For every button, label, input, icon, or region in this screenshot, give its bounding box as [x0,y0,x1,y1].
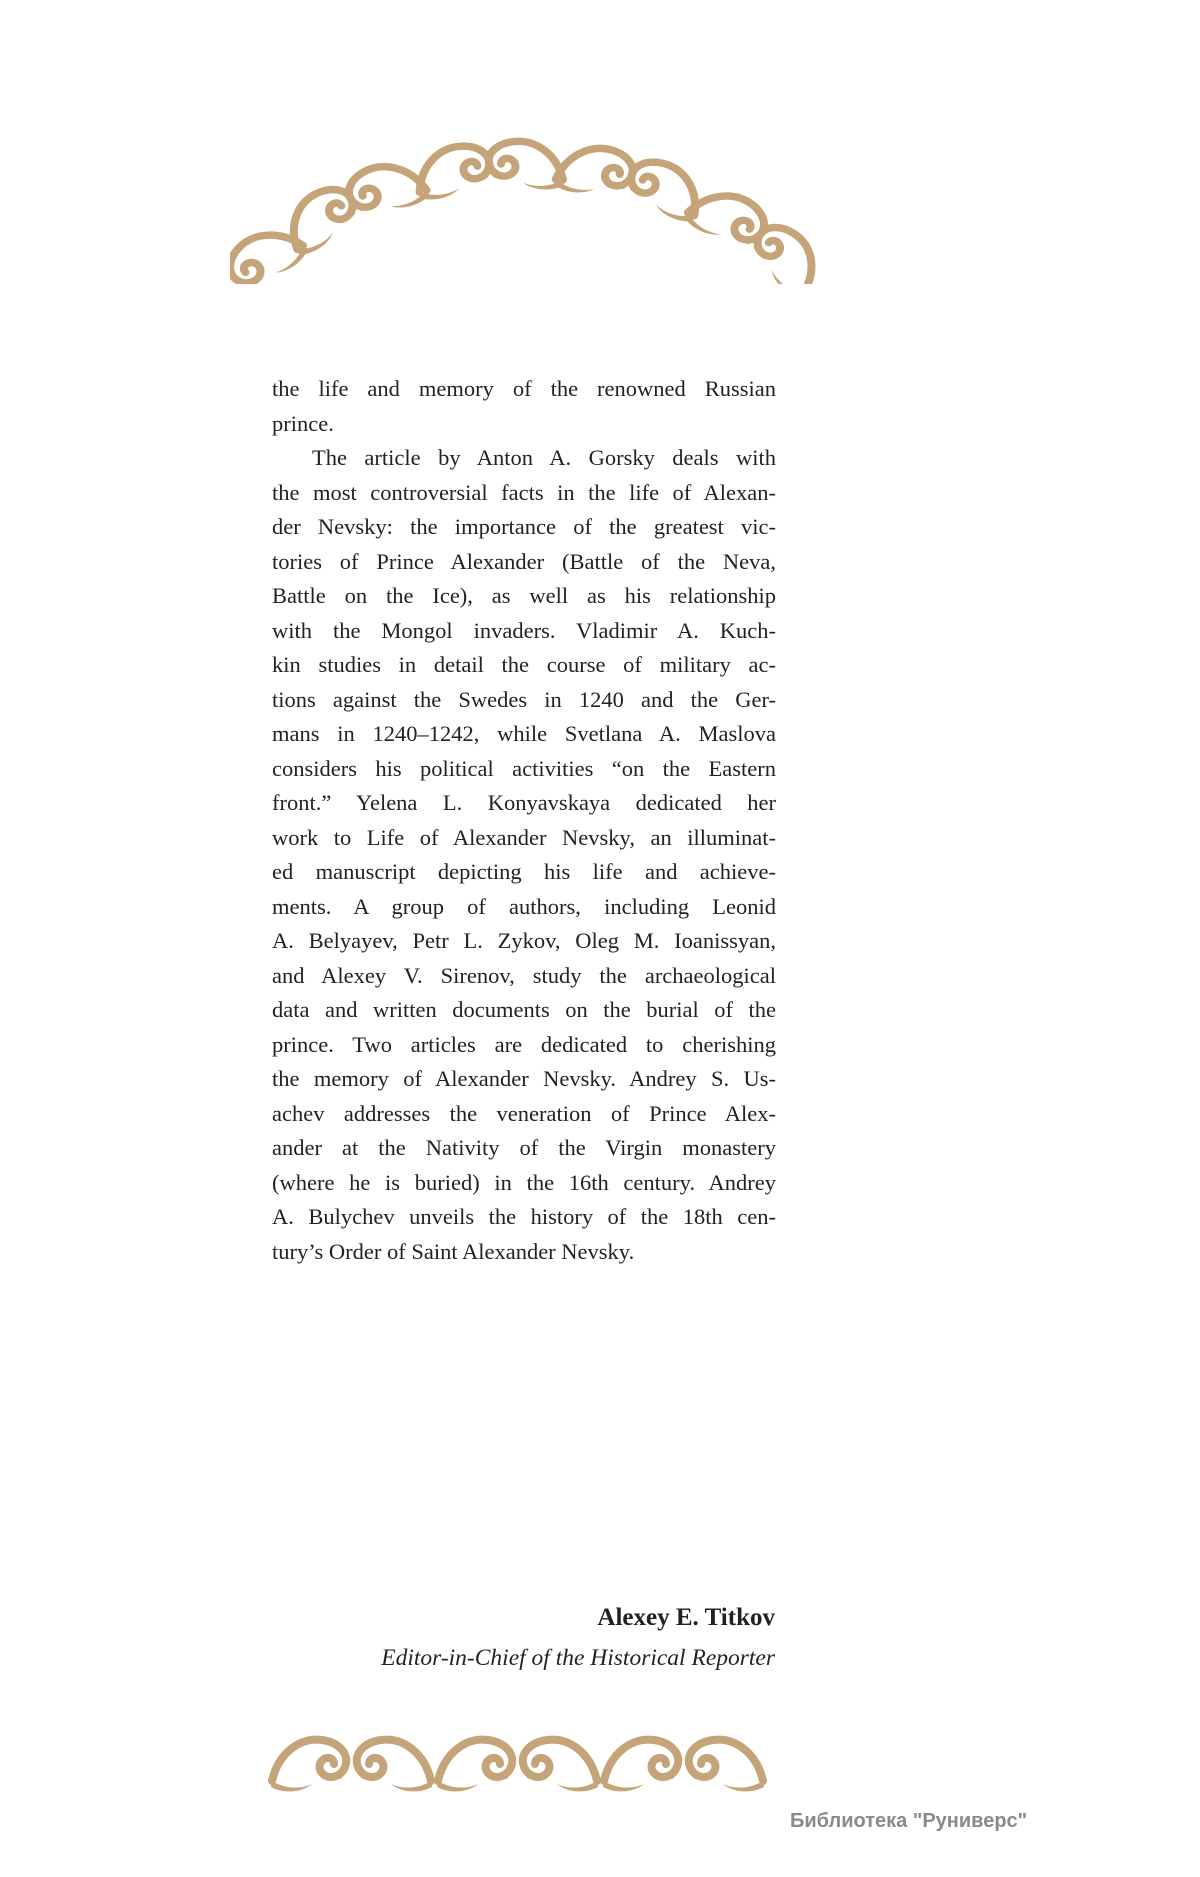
text-line: the most controversial facts in the life of Alexan- [272,479,776,505]
signature-block [255,1598,775,1678]
signature-name: Alexey E. Titkov [597,1604,775,1631]
text-line: work to Life of Alexander Nevsky, an illuminat- [272,824,776,850]
text-line: data and written documents on the burial of the [272,997,776,1022]
library-watermark: Библиотека "Руниверс" [790,1810,1028,1832]
text-line: A. Belyayev, Petr L. Zykov, Oleg M. Ioanissyan, [272,928,776,953]
text-line: kin studies in detail the course of military ac- [272,652,776,677]
text-line: mans in 1240–1242, while Svetlana A. Maslova [272,721,776,746]
bottom-border-ornament [268,1728,768,1792]
text-line: A. Bulychev unveils the history of the 18th cen- [272,1204,776,1229]
text-line: ander at the Nativity of the Virgin monastery [272,1135,776,1160]
text-line: tories of Prince Alexander (Battle of the Neva, [272,548,776,574]
body-text [272,372,776,1269]
text-line: and Alexey V. Sirenov, study the archaeological [272,962,776,988]
text-line: Battle on the Ice), as well as his relationship [272,583,776,608]
text-line: ments. A group of authors, including Leonid [272,893,776,919]
text-line: der Nevsky: the importance of the greatest vic- [272,514,776,539]
text-line: front.” Yelena L. Konyavskaya dedicated her [272,790,776,815]
text-line: tury’s Order of Saint Alexander Nevsky. [272,1238,635,1264]
text-line: the life and memory of the renowned Russian [272,376,776,401]
text-line: achev addresses the veneration of Prince Alex- [272,1100,776,1126]
signature-title: Editor-in-Chief of the Historical Reporter [381,1645,775,1671]
text-line: with the Mongol invaders. Vladimir A. Kuch- [272,617,776,643]
top-arc-ornament [230,124,820,284]
text-line: the memory of Alexander Nevsky. Andrey S. Us- [272,1066,776,1091]
text-line: considers his political activities “on the Eastern [272,755,776,781]
text-line: (where he is buried) in the 16th century. Andrey [272,1169,776,1195]
text-line: prince. Two articles are dedicated to cherishing [272,1031,776,1057]
text-line: prince. [272,410,334,436]
text-line: ed manuscript depicting his life and achieve- [272,859,776,884]
text-line: tions against the Swedes in 1240 and the Ger- [272,686,776,712]
text-line: The article by Anton A. Gorsky deals with [312,445,776,470]
